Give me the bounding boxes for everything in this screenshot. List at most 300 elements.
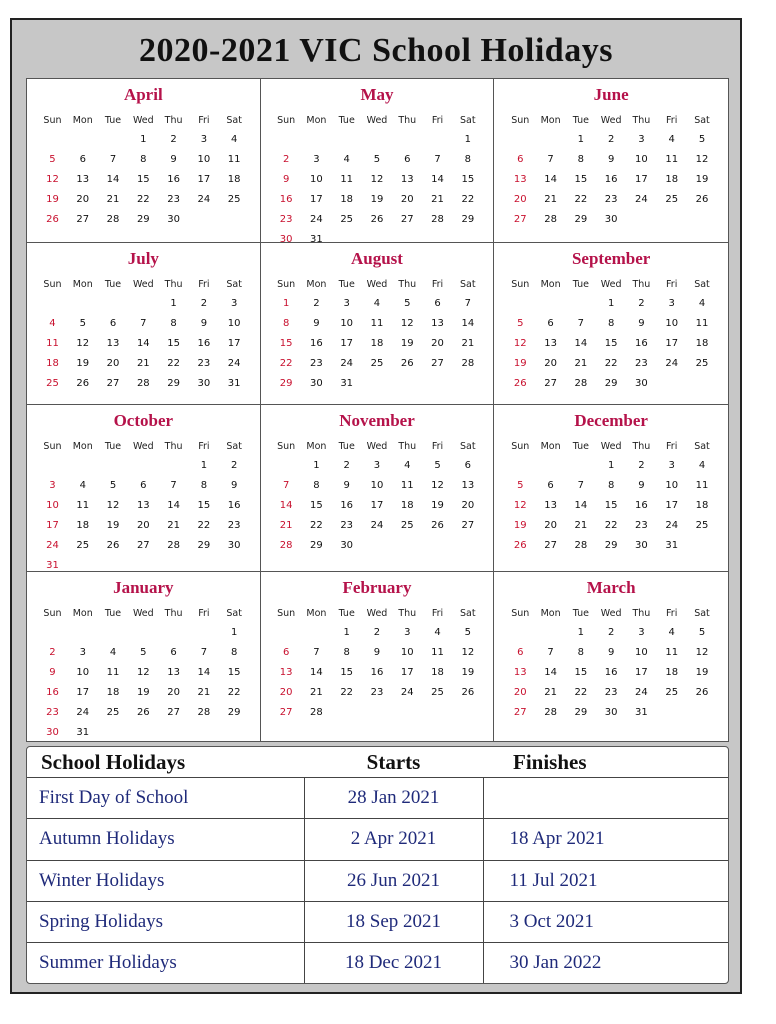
empty-day-cell <box>189 722 219 741</box>
day-cell: 20 <box>544 357 557 369</box>
day-cell: 1 <box>140 133 147 145</box>
day-cell: 8 <box>200 479 208 491</box>
day-cell: 20 <box>513 686 527 698</box>
day-cell: 26 <box>513 539 527 551</box>
day-cell: 26 <box>431 519 444 531</box>
day-cell: 24 <box>370 519 384 531</box>
day-cell: 27 <box>431 357 444 369</box>
day-cell: 8 <box>170 317 177 329</box>
day-cell: 7 <box>464 297 472 309</box>
day-cell: 19 <box>76 357 90 369</box>
day-cell: 29 <box>136 213 150 225</box>
day-cell: 15 <box>604 337 618 349</box>
holiday-row <box>27 819 728 860</box>
day-cell: 28 <box>136 377 150 389</box>
day-cell: 1 <box>282 297 290 309</box>
day-cell: 17 <box>370 499 384 511</box>
day-cell: 11 <box>227 153 241 165</box>
month-january <box>27 572 261 741</box>
empty-day-cell <box>453 229 483 243</box>
day-cell: 30 <box>227 539 241 551</box>
weekday-header: Fri <box>431 607 444 619</box>
day-cell: 15 <box>604 499 618 511</box>
day-cell: 31 <box>227 377 241 389</box>
month-name: March <box>586 578 636 597</box>
day-cell: 15 <box>340 666 354 678</box>
day-cell: 9 <box>313 317 320 329</box>
day-cell: 15 <box>574 666 588 678</box>
day-cell: 24 <box>635 686 648 698</box>
empty-day-cell <box>271 455 301 475</box>
day-cell: 2 <box>313 297 320 309</box>
day-cell: 18 <box>695 499 709 511</box>
month-name: July <box>127 249 159 268</box>
day-cell: 11 <box>665 646 679 658</box>
day-cell: 18 <box>665 666 679 678</box>
empty-day-cell <box>219 209 249 229</box>
day-cell: 17 <box>665 499 679 511</box>
empty-day-cell <box>535 293 565 313</box>
day-cell: 9 <box>282 173 290 185</box>
day-cell: 26 <box>695 193 709 205</box>
month-march <box>494 572 728 741</box>
day-cell: 21 <box>136 357 150 369</box>
day-cell: 28 <box>310 706 323 718</box>
day-cell: 19 <box>400 337 414 349</box>
day-cell: 22 <box>604 519 618 531</box>
day-cell: 13 <box>279 666 293 678</box>
day-cell: 26 <box>370 213 384 225</box>
holiday-name: First Day of School <box>27 778 304 819</box>
day-cell: 3 <box>638 626 645 638</box>
day-cell: 31 <box>46 559 59 571</box>
weekday-header: Mon <box>306 440 327 452</box>
day-cell: 19 <box>695 173 709 185</box>
weekday-header: Sat <box>226 440 242 452</box>
weekday-header: Tue <box>572 278 589 290</box>
day-cell: 3 <box>373 459 381 471</box>
day-cell: 29 <box>227 706 241 718</box>
day-cell: 29 <box>604 377 618 389</box>
day-cell: 25 <box>106 706 120 718</box>
weekday-header: Tue <box>104 114 122 126</box>
month-name: September <box>571 249 651 268</box>
empty-day-cell <box>566 293 596 313</box>
day-cell: 26 <box>46 213 59 225</box>
empty-day-cell <box>301 129 331 149</box>
day-cell: 23 <box>46 706 59 718</box>
empty-day-cell <box>535 622 565 642</box>
day-cell: 2 <box>200 297 208 309</box>
empty-day-cell <box>392 129 422 149</box>
day-cell: 11 <box>400 479 414 491</box>
day-cell: 24 <box>227 357 241 369</box>
month-name: February <box>342 578 412 597</box>
empty-day-cell <box>189 622 219 642</box>
day-cell: 4 <box>698 459 706 471</box>
day-cell: 9 <box>607 646 615 658</box>
month-name: June <box>593 85 629 104</box>
day-cell: 26 <box>136 706 150 718</box>
holiday-end: 3 Oct 2021 <box>483 901 728 942</box>
month-name: October <box>113 411 174 430</box>
weekday-header: Wed <box>366 440 388 452</box>
empty-day-cell <box>392 229 422 243</box>
day-cell: 12 <box>400 317 414 329</box>
header-starts: Starts <box>366 749 421 774</box>
day-cell: 22 <box>461 193 475 205</box>
day-cell: 28 <box>197 706 211 718</box>
day-cell: 23 <box>279 213 293 225</box>
empty-day-cell <box>68 293 98 313</box>
day-cell: 12 <box>431 479 444 491</box>
day-cell: 8 <box>230 646 238 658</box>
day-cell: 20 <box>513 193 527 205</box>
day-cell: 8 <box>577 646 585 658</box>
weekday-header: Fri <box>198 278 210 290</box>
day-cell: 27 <box>544 539 557 551</box>
day-cell: 7 <box>313 646 320 658</box>
holiday-row <box>27 943 728 983</box>
weekday-header: Wed <box>132 114 154 126</box>
holiday-name: Autumn Holidays <box>27 819 304 860</box>
day-cell: 20 <box>136 519 150 531</box>
day-cell: 13 <box>544 499 557 511</box>
weekday-header: Wed <box>132 440 154 452</box>
day-cell: 7 <box>577 317 585 329</box>
day-cell: 9 <box>373 646 381 658</box>
day-cell: 12 <box>513 337 527 349</box>
day-cell: 5 <box>373 153 381 165</box>
day-cell: 14 <box>279 499 293 511</box>
weekday-header: Tue <box>338 607 355 619</box>
day-cell: 18 <box>76 519 90 531</box>
empty-day-cell <box>422 129 452 149</box>
weekday-header: Sun <box>277 440 296 452</box>
day-cell: 25 <box>227 193 241 205</box>
day-cell: 3 <box>638 133 645 145</box>
weekday-header: Sun <box>43 278 62 290</box>
empty-day-cell <box>422 373 452 393</box>
weekday-header: Sun <box>511 114 530 126</box>
day-cell: 2 <box>638 297 645 309</box>
holidays-table <box>27 747 728 983</box>
day-cell: 5 <box>698 133 706 145</box>
day-cell: 21 <box>197 686 211 698</box>
day-cell: 22 <box>574 193 588 205</box>
day-cell: 19 <box>513 519 527 531</box>
day-cell: 18 <box>227 173 241 185</box>
day-cell: 4 <box>434 626 441 638</box>
day-cell: 20 <box>106 357 120 369</box>
day-cell: 4 <box>79 479 86 491</box>
weekday-header: Sun <box>277 278 296 290</box>
day-cell: 18 <box>665 173 679 185</box>
day-cell: 20 <box>431 337 444 349</box>
day-cell: 17 <box>340 337 354 349</box>
weekday-header: Thu <box>632 278 651 290</box>
weekday-header: Mon <box>306 607 327 619</box>
holiday-start: 28 Jan 2021 <box>304 778 483 819</box>
day-cell: 6 <box>434 297 441 309</box>
day-cell: 3 <box>668 297 675 309</box>
day-cell: 12 <box>76 337 90 349</box>
day-cell: 25 <box>695 519 709 531</box>
day-cell: 25 <box>340 213 354 225</box>
day-cell: 16 <box>340 499 354 511</box>
weekday-header: Sat <box>460 607 476 619</box>
day-cell: 17 <box>635 173 648 185</box>
month-days-table <box>37 111 249 229</box>
day-cell: 5 <box>404 297 411 309</box>
weekday-header: Mon <box>72 607 93 619</box>
empty-day-cell <box>98 455 128 475</box>
weekday-header: Thu <box>164 278 183 290</box>
empty-day-cell <box>301 622 331 642</box>
weekday-header: Wed <box>132 607 154 619</box>
weekday-header: Sat <box>226 114 242 126</box>
day-cell: 23 <box>197 357 211 369</box>
day-cell: 17 <box>310 193 323 205</box>
day-cell: 29 <box>604 539 618 551</box>
day-cell: 19 <box>431 499 444 511</box>
month-june <box>494 79 728 243</box>
day-cell: 18 <box>340 193 354 205</box>
day-cell: 9 <box>200 317 208 329</box>
day-cell: 7 <box>200 646 208 658</box>
holiday-start: 26 Jun 2021 <box>304 860 483 901</box>
month-august <box>261 243 495 405</box>
holiday-start: 18 Sep 2021 <box>304 901 483 942</box>
day-cell: 16 <box>167 173 180 185</box>
day-cell: 27 <box>279 706 293 718</box>
empty-day-cell <box>687 535 717 555</box>
empty-day-cell <box>68 622 98 642</box>
calendar-grid <box>26 78 729 742</box>
month-days-table <box>505 275 717 393</box>
empty-day-cell <box>392 535 422 555</box>
day-cell: 10 <box>635 153 648 165</box>
day-cell: 3 <box>668 459 675 471</box>
holidays-header-row <box>27 747 728 778</box>
day-cell: 19 <box>513 357 527 369</box>
day-cell: 1 <box>230 626 238 638</box>
day-cell: 11 <box>431 646 444 658</box>
weekday-header: Wed <box>366 114 388 126</box>
day-cell: 11 <box>370 317 384 329</box>
day-cell: 25 <box>431 686 444 698</box>
day-cell: 19 <box>370 193 384 205</box>
weekday-header: Wed <box>600 278 622 290</box>
day-cell: 8 <box>282 317 290 329</box>
weekday-header: Sat <box>694 278 710 290</box>
day-cell: 16 <box>279 193 293 205</box>
day-cell: 8 <box>607 317 615 329</box>
month-days-table <box>37 437 249 572</box>
empty-day-cell <box>271 622 301 642</box>
weekday-header: Sat <box>694 440 710 452</box>
day-cell: 14 <box>574 499 588 511</box>
weekday-header: Mon <box>72 114 93 126</box>
day-cell: 4 <box>230 133 238 145</box>
day-cell: 29 <box>574 213 588 225</box>
weekday-header: Fri <box>666 440 678 452</box>
day-cell: 11 <box>695 479 709 491</box>
day-cell: 12 <box>370 173 384 185</box>
day-cell: 16 <box>635 499 648 511</box>
month-days-table <box>505 111 717 229</box>
day-cell: 22 <box>136 193 150 205</box>
empty-day-cell <box>98 555 128 572</box>
day-cell: 2 <box>607 626 615 638</box>
day-cell: 27 <box>400 213 414 225</box>
day-cell: 6 <box>404 153 411 165</box>
day-cell: 1 <box>607 459 615 471</box>
empty-day-cell <box>219 722 249 741</box>
day-cell: 8 <box>343 646 350 658</box>
day-cell: 9 <box>170 153 177 165</box>
day-cell: 11 <box>665 153 679 165</box>
day-cell: 30 <box>635 539 648 551</box>
day-cell: 25 <box>400 519 414 531</box>
empty-day-cell <box>332 129 362 149</box>
empty-day-cell <box>505 293 535 313</box>
day-cell: 25 <box>695 357 709 369</box>
empty-day-cell <box>422 535 452 555</box>
day-cell: 6 <box>170 646 177 658</box>
empty-day-cell <box>392 373 422 393</box>
day-cell: 20 <box>279 686 293 698</box>
day-cell: 2 <box>230 459 238 471</box>
day-cell: 31 <box>340 377 354 389</box>
day-cell: 29 <box>197 539 211 551</box>
day-cell: 14 <box>544 666 557 678</box>
day-cell: 25 <box>665 686 679 698</box>
day-cell: 23 <box>167 193 180 205</box>
day-cell: 26 <box>695 686 709 698</box>
day-cell: 12 <box>46 173 59 185</box>
holiday-name: Spring Holidays <box>27 901 304 942</box>
day-cell: 6 <box>547 317 554 329</box>
day-cell: 19 <box>695 666 709 678</box>
weekday-header: Sun <box>43 607 62 619</box>
month-february <box>261 572 495 741</box>
empty-day-cell <box>189 209 219 229</box>
day-cell: 30 <box>340 539 354 551</box>
day-cell: 17 <box>197 173 211 185</box>
month-november <box>261 405 495 572</box>
day-cell: 21 <box>574 357 588 369</box>
weekday-header: Mon <box>540 114 561 126</box>
day-cell: 5 <box>140 646 147 658</box>
day-cell: 30 <box>635 377 648 389</box>
day-cell: 26 <box>513 377 527 389</box>
day-cell: 13 <box>544 337 557 349</box>
day-cell: 18 <box>370 337 384 349</box>
day-cell: 24 <box>665 357 679 369</box>
weekday-header: Thu <box>398 607 417 619</box>
day-cell: 6 <box>109 317 117 329</box>
empty-day-cell <box>128 555 158 572</box>
day-cell: 26 <box>400 357 414 369</box>
empty-day-cell <box>505 622 535 642</box>
empty-day-cell <box>68 555 98 572</box>
day-cell: 3 <box>230 297 238 309</box>
day-cell: 1 <box>464 133 472 145</box>
weekday-header: Mon <box>540 278 561 290</box>
day-cell: 21 <box>279 519 293 531</box>
day-cell: 16 <box>604 666 618 678</box>
day-cell: 31 <box>665 539 679 551</box>
holiday-start: 2 Apr 2021 <box>304 819 483 860</box>
day-cell: 7 <box>109 153 117 165</box>
day-cell: 3 <box>313 153 320 165</box>
weekday-header: Sat <box>226 278 242 290</box>
empty-day-cell <box>422 702 452 722</box>
day-cell: 8 <box>607 479 615 491</box>
day-cell: 16 <box>604 173 618 185</box>
day-cell: 3 <box>343 297 350 309</box>
day-cell: 13 <box>136 499 150 511</box>
day-cell: 7 <box>282 479 290 491</box>
day-cell: 25 <box>46 377 59 389</box>
holiday-row <box>27 778 728 819</box>
day-cell: 22 <box>340 686 354 698</box>
weekday-header: Mon <box>72 278 93 290</box>
day-cell: 17 <box>46 519 59 531</box>
day-cell: 15 <box>227 666 241 678</box>
day-cell: 2 <box>343 459 350 471</box>
day-cell: 3 <box>200 133 208 145</box>
empty-day-cell <box>98 622 128 642</box>
empty-day-cell <box>687 702 717 722</box>
month-name: January <box>113 578 174 597</box>
weekday-header: Fri <box>431 114 444 126</box>
empty-day-cell <box>37 293 67 313</box>
day-cell: 14 <box>136 337 150 349</box>
empty-day-cell <box>219 555 249 572</box>
day-cell: 5 <box>517 317 524 329</box>
weekday-header: Sun <box>43 114 62 126</box>
day-cell: 2 <box>49 646 56 658</box>
day-cell: 12 <box>136 666 150 678</box>
day-cell: 27 <box>461 519 475 531</box>
page-frame <box>10 18 742 994</box>
day-cell: 18 <box>431 666 444 678</box>
day-cell: 10 <box>400 646 414 658</box>
empty-day-cell <box>535 129 565 149</box>
header-school-holidays: School Holidays <box>41 749 186 774</box>
empty-day-cell <box>158 455 188 475</box>
day-cell: 4 <box>404 459 411 471</box>
empty-day-cell <box>535 455 565 475</box>
day-cell: 18 <box>400 499 414 511</box>
empty-day-cell <box>362 535 392 555</box>
day-cell: 13 <box>513 173 527 185</box>
day-cell: 14 <box>310 666 323 678</box>
empty-day-cell <box>332 702 362 722</box>
empty-day-cell <box>158 555 188 572</box>
day-cell: 30 <box>604 213 618 225</box>
empty-day-cell <box>505 455 535 475</box>
empty-day-cell <box>657 702 687 722</box>
weekday-header: Tue <box>104 278 122 290</box>
day-cell: 6 <box>517 153 524 165</box>
month-days-table <box>271 604 483 722</box>
month-may <box>261 79 495 243</box>
weekday-header: Fri <box>431 278 444 290</box>
day-cell: 28 <box>461 357 475 369</box>
